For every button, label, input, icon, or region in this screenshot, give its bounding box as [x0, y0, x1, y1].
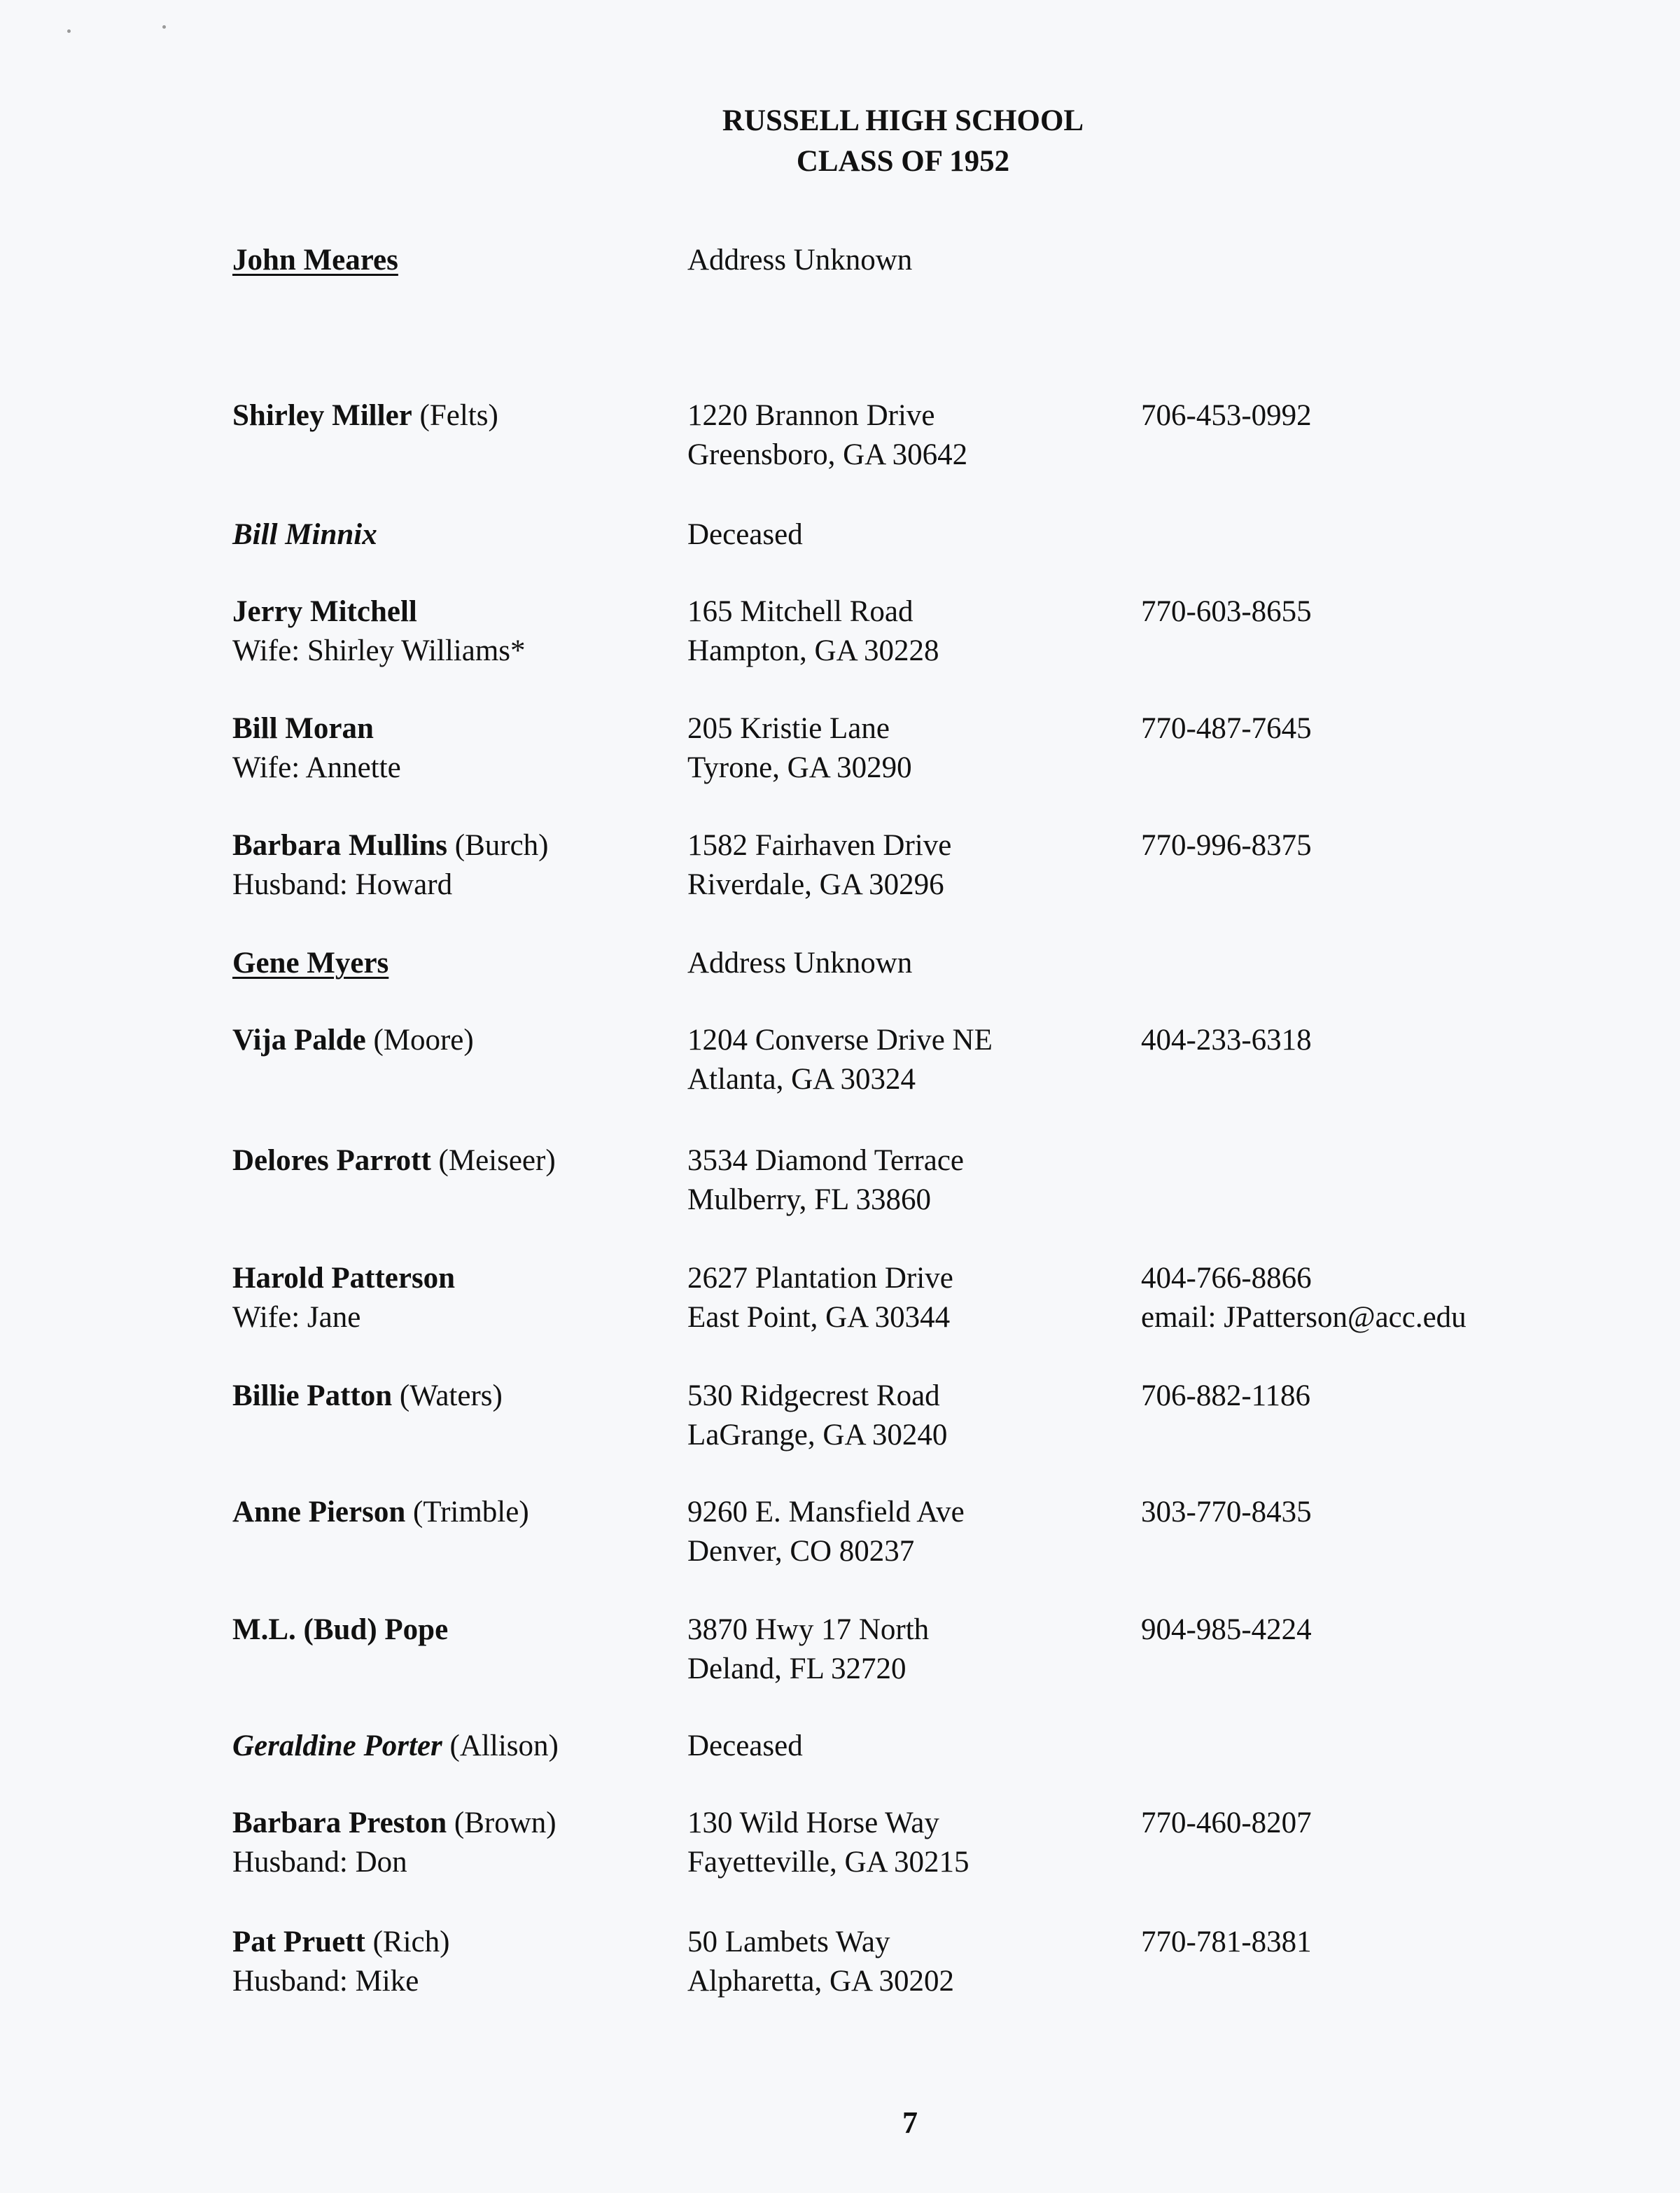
member-name: Bill Moran — [232, 712, 374, 745]
spouse-name: Wife: Annette — [232, 751, 401, 784]
city-state-zip: Denver, CO 80237 — [687, 1535, 915, 1568]
roster-entry — [0, 1377, 1680, 1461]
roster-entry — [0, 1259, 1680, 1343]
address-column — [687, 1259, 953, 1337]
phone-number: 404-233-6318 — [1141, 1024, 1312, 1057]
address-column — [687, 515, 803, 555]
maiden-name: (Meiseer) — [438, 1144, 556, 1177]
contact-column — [1141, 592, 1312, 632]
city-state-zip: Alpharetta, GA 30202 — [687, 1965, 954, 1998]
member-name: Anne Pierson — [232, 1496, 406, 1529]
member-name: Shirley Miller — [232, 399, 412, 432]
address-line: 530 Ridgecrest Road — [687, 1379, 940, 1412]
member-name-column — [232, 1727, 559, 1766]
spouse-name: Husband: Mike — [232, 1965, 419, 1998]
city-state-zip: Greensboro, GA 30642 — [687, 438, 968, 471]
member-name-column — [232, 396, 498, 436]
roster-entry — [0, 1804, 1680, 1888]
phone-number: 770-781-8381 — [1141, 1926, 1312, 1958]
address-line: 1220 Brannon Drive — [687, 399, 935, 432]
member-name-column — [232, 241, 398, 280]
member-name-column — [232, 1493, 529, 1532]
address-column — [687, 1727, 803, 1766]
member-name-column — [232, 709, 401, 788]
address-column — [687, 1377, 947, 1455]
address-line: 205 Kristie Lane — [687, 712, 890, 745]
member-name: Jerry Mitchell — [232, 595, 417, 628]
address-line: Address Unknown — [687, 947, 913, 980]
contact-column — [1141, 826, 1312, 865]
address-line: Deceased — [687, 518, 803, 551]
address-line: 165 Mitchell Road — [687, 595, 913, 628]
address-column — [687, 1923, 954, 2001]
maiden-name: (Burch) — [454, 829, 549, 862]
city-state-zip: LaGrange, GA 30240 — [687, 1419, 948, 1451]
address-line: 1582 Fairhaven Drive — [687, 829, 952, 862]
contact-column — [1141, 1804, 1312, 1843]
roster-entry — [0, 944, 1680, 1028]
member-name-column — [232, 1141, 556, 1181]
roster-entry — [0, 241, 1680, 325]
member-name-column — [232, 592, 526, 671]
address-column — [687, 1610, 929, 1689]
roster-entry — [0, 1923, 1680, 2007]
spouse-name: Husband: Howard — [232, 868, 453, 901]
address-line: 9260 E. Mansfield Ave — [687, 1496, 965, 1529]
address-line: 3870 Hwy 17 North — [687, 1613, 930, 1646]
member-name-column — [232, 1377, 503, 1416]
address-line: 3534 Diamond Terrace — [687, 1144, 964, 1177]
phone-number: 770-996-8375 — [1141, 829, 1312, 862]
roster-entry — [0, 1021, 1680, 1105]
spouse-name: Wife: Shirley Williams* — [232, 634, 526, 667]
roster-entry — [0, 592, 1680, 676]
address-column — [687, 396, 967, 475]
member-name: Barbara Preston — [232, 1806, 447, 1839]
member-name: Gene Myers — [232, 947, 389, 980]
city-state-zip: Deland, FL 32720 — [687, 1652, 906, 1685]
member-name-column — [232, 826, 549, 905]
roster-entry — [0, 396, 1680, 480]
contact-column — [1141, 1377, 1310, 1416]
address-line: 1204 Converse Drive NE — [687, 1024, 993, 1057]
city-state-zip: Tyrone, GA 30290 — [687, 751, 912, 784]
school-name: RUSSELL HIGH SCHOOL — [722, 104, 1084, 137]
contact-column — [1141, 1259, 1466, 1337]
member-name-column — [232, 944, 388, 983]
member-name: Harold Patterson — [232, 1262, 456, 1295]
maiden-name: (Waters) — [399, 1379, 503, 1412]
scan-speck — [67, 29, 71, 33]
member-name-column — [232, 1923, 449, 2001]
address-column — [687, 592, 939, 671]
roster-entry — [0, 709, 1680, 793]
address-line: 130 Wild Horse Way — [687, 1806, 939, 1839]
member-name: Pat Pruett — [232, 1926, 365, 1958]
phone-number: 303-770-8435 — [1141, 1496, 1312, 1529]
address-column — [687, 944, 912, 983]
member-name: Delores Parrott — [232, 1144, 431, 1177]
city-state-zip: Atlanta, GA 30324 — [687, 1063, 916, 1096]
contact-column — [1141, 1923, 1312, 1962]
member-name-column — [232, 515, 377, 555]
scan-speck — [162, 25, 166, 29]
phone-number: 770-460-8207 — [1141, 1806, 1312, 1839]
address-column — [687, 241, 912, 280]
roster-entry — [0, 515, 1680, 599]
member-name: Bill Minnix — [232, 518, 377, 551]
phone-number: 404-766-8866 — [1141, 1262, 1312, 1295]
maiden-name: (Felts) — [419, 399, 498, 432]
email-address: email: JPatterson@acc.edu — [1141, 1301, 1466, 1334]
roster-entry — [0, 1493, 1680, 1577]
contact-column — [1141, 709, 1312, 749]
roster-entry — [0, 826, 1680, 910]
maiden-name: (Moore) — [373, 1024, 474, 1057]
member-name-column — [232, 1259, 455, 1337]
phone-number: 770-603-8655 — [1141, 595, 1312, 628]
address-column — [687, 826, 951, 905]
spouse-name: Wife: Jane — [232, 1301, 361, 1334]
city-state-zip: Hampton, GA 30228 — [687, 634, 939, 667]
address-column — [687, 1804, 969, 1882]
city-state-zip: Riverdale, GA 30296 — [687, 868, 944, 901]
member-name: Geraldine Porter — [232, 1729, 442, 1762]
member-name: Barbara Mullins — [232, 829, 448, 862]
contact-column — [1141, 1610, 1312, 1650]
roster-entry — [0, 1141, 1680, 1225]
page-header — [693, 101, 1113, 182]
class-year: CLASS OF 1952 — [796, 145, 1010, 178]
member-name-column — [232, 1804, 556, 1882]
address-line: 50 Lambets Way — [687, 1926, 890, 1958]
roster-entry — [0, 1727, 1680, 1811]
address-line: Deceased — [687, 1729, 803, 1762]
roster-entry — [0, 1610, 1680, 1694]
contact-column — [1141, 1021, 1312, 1060]
maiden-name: (Brown) — [454, 1806, 556, 1839]
member-name: Billie Patton — [232, 1379, 393, 1412]
maiden-name: (Allison) — [449, 1729, 559, 1762]
address-line: Address Unknown — [687, 244, 913, 277]
address-column — [687, 709, 912, 788]
member-name: M.L. (Bud) Pope — [232, 1613, 449, 1646]
phone-number: 706-882-1186 — [1141, 1379, 1311, 1412]
phone-number: 904-985-4224 — [1141, 1613, 1312, 1646]
spouse-name: Husband: Don — [232, 1846, 407, 1879]
address-column — [687, 1021, 993, 1099]
address-column — [687, 1493, 965, 1571]
contact-column — [1141, 1493, 1312, 1532]
maiden-name: (Trimble) — [413, 1496, 529, 1529]
member-name-column — [232, 1021, 474, 1060]
member-name: John Meares — [232, 244, 398, 277]
member-name-column — [232, 1610, 448, 1650]
city-state-zip: Fayetteville, GA 30215 — [687, 1846, 969, 1879]
city-state-zip: East Point, GA 30344 — [687, 1301, 951, 1334]
page-number: 7 — [902, 2105, 918, 2140]
phone-number: 706-453-0992 — [1141, 399, 1312, 432]
address-column — [687, 1141, 964, 1220]
maiden-name: (Rich) — [372, 1926, 450, 1958]
contact-column — [1141, 396, 1312, 436]
member-name: Vija Palde — [232, 1024, 366, 1057]
address-line: 2627 Plantation Drive — [687, 1262, 953, 1295]
city-state-zip: Mulberry, FL 33860 — [687, 1183, 931, 1216]
phone-number: 770-487-7645 — [1141, 712, 1312, 745]
